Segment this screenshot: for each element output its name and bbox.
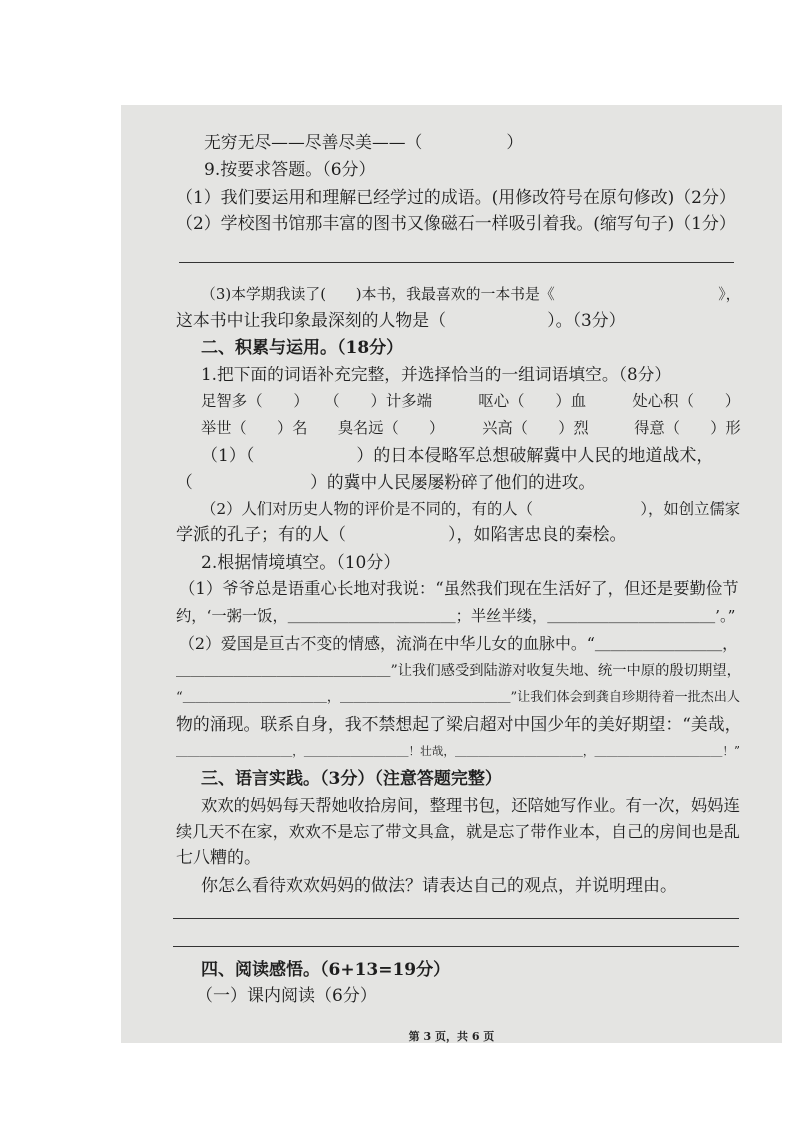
scanned-page — [121, 105, 782, 1043]
section-heading: 二、积累与运用。（18分） — [201, 338, 404, 358]
text-line: （3)本学期我读了( )本书，我最喜欢的一本书是《 》， — [201, 285, 741, 303]
text-line: 续几天不在家，欢欢不是忘了带文具盒，就是忘了带作业本，自己的房间也是乱 — [176, 822, 740, 841]
text-line: 物的涌现。联系自身，我不禁想起了梁启超对中国少年的美好期望：“美哉， — [176, 714, 742, 734]
text-line: 足智多（ ） （ ）计多端 呕心（ ）血 处心积（ ） — [201, 392, 741, 410]
text-line: （2）人们对历史人物的评价是不同的，有的人（ ），如创立儒家 — [201, 500, 741, 518]
section-heading: 三、语言实践。（3分）（注意答题完整） — [201, 769, 502, 789]
text-line: ＿＿＿＿＿＿＿＿＿＿＿＿＿＿＿”让我们感受到陆游对收复失地、统一中原的殷切期望， — [176, 663, 741, 679]
text-line: （2）学校图书馆那丰富的图书又像磁石一样吸引着我。(缩写句子)（1分） — [176, 213, 736, 233]
text-line: （ ）的冀中人民屡屡粉碎了他们的进攻。 — [176, 472, 596, 492]
answer-line — [179, 262, 734, 263]
text-line: 无穷无尽——尽善尽美——（ ） — [204, 132, 524, 152]
text-line: 约，‘一粥一饭，＿＿＿＿＿＿＿＿＿＿＿；半丝半缕，＿＿＿＿＿＿＿＿＿＿＿’。” — [176, 607, 736, 625]
text-line: 学派的孔子；有的人（ ），如陷害忠良的秦桧。 — [176, 525, 627, 545]
text-line: “＿＿＿＿＿＿＿＿＿＿＿，＿＿＿＿＿＿＿＿＿＿＿＿＿”让我们体会到龚自珍期待着一批杰出人 — [176, 690, 741, 705]
text-line: 举世（ ）名 臭名远（ ） 兴高（ ）烈 得意（ ）形 — [201, 419, 741, 437]
answer-line — [173, 918, 739, 919]
text-line: （1）我们要运用和理解已经学过的成语。(用修改符号在原句修改)（2分） — [176, 187, 736, 207]
question-heading: 2.根据情境填空。（10分） — [201, 553, 401, 573]
text-line: （1）爷爷总是语重心长地对我说：“虽然我们现在生活好了，但还是要勤俭节 — [179, 579, 739, 598]
text-line: ＿＿＿＿＿＿＿＿＿＿，＿＿＿＿＿＿＿＿＿！壮哉，＿＿＿＿＿＿＿＿＿＿＿，＿＿＿＿＿＿＿＿＿＿＿！” — [176, 744, 740, 758]
text-line: （1）（ ）的日本侵略军总想破解冀中人民的地道战术， — [201, 446, 714, 466]
text-line: 七八糟的。 — [176, 848, 261, 868]
text-line: （2）爱国是亘古不变的情感，流淌在中华儿女的血脉中。“＿＿＿＿＿＿＿＿， — [179, 634, 739, 653]
text-line: （一）课内阅读（6分） — [196, 986, 377, 1006]
text-line: 你怎么看待欢欢妈妈的做法？请表达自己的观点，并说明理由。 — [201, 876, 677, 896]
text-line: 这本书中让我印象最深刻的人物是（ ）。（3分） — [176, 310, 626, 330]
question-heading: 9.按要求答题。（6分） — [204, 160, 376, 180]
answer-line — [173, 946, 739, 947]
text-line: 欢欢的妈妈每天帮她收拾房间，整理书包，还陪她写作业。有一次，妈妈连 — [201, 796, 740, 815]
text-line: 1.把下面的词语补充完整，并选择恰当的一组词语填空。（8分） — [201, 364, 672, 384]
section-heading: 四、阅读感悟。（6+13=19分） — [201, 960, 451, 980]
page-footer: 第 3 页，共 6 页 — [408, 1030, 495, 1043]
